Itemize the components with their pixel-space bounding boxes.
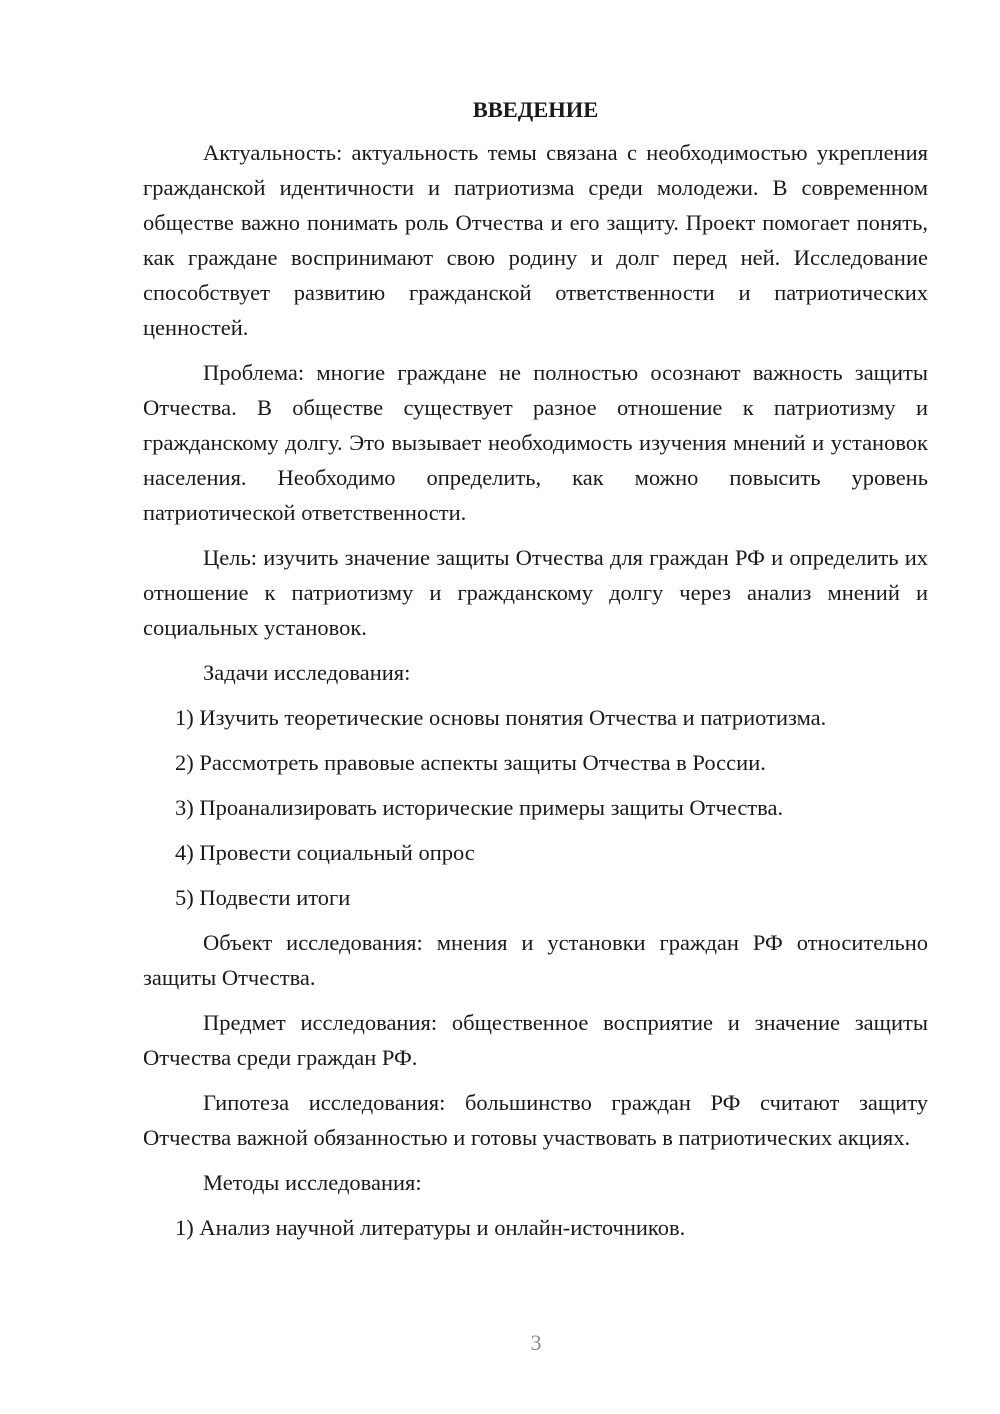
paragraph-relevance: Актуальность: актуальность темы связана с необходимостью укрепления гражданской идентичности и патриотизма среди молодежи. В современном обществе важно понимать роль Отчества и его защиту. Проект помогает понять, как граждане воспринимают свою родину и долг перед ней. Исследование способствует развитию гражданской ответственности и патриотических ценностей. [143, 140, 928, 340]
paragraph-subject: Предмет исследования: общественное восприятие и значение защиты Отчества среди граждан РФ. [143, 1010, 928, 1070]
task-item: 3) Проанализировать исторические примеры защиты Отчества. [175, 795, 784, 820]
page-content [143, 90, 928, 1255]
task-item: 2) Рассмотреть правовые аспекты защиты Отчества в России. [175, 750, 766, 775]
tasks-list [143, 700, 928, 915]
paragraph-object: Объект исследования: мнения и установки граждан РФ относительно защиты Отчества. [143, 930, 928, 990]
paragraph-goal: Цель: изучить значение защиты Отчества для граждан РФ и определить их отношение к патриотизму и гражданскому долгу через анализ мнений и социальных установок. [143, 545, 928, 640]
section-heading: ВВЕДЕНИЕ [472, 97, 599, 122]
method-item: 1) Анализ научной литературы и онлайн-источников. [175, 1215, 686, 1240]
task-item: 1) Изучить теоретические основы понятия Отчества и патриотизма. [175, 705, 827, 730]
paragraph-hypothesis: Гипотеза исследования: большинство граждан РФ считают защиту Отчества важной обязанностью и готовы участвовать в патриотических акциях. [143, 1090, 928, 1150]
page-number: 3 [530, 1330, 542, 1355]
task-item: 4) Провести социальный опрос [175, 840, 475, 865]
methods-list [143, 1210, 928, 1245]
methods-label: Методы исследования: [203, 1170, 422, 1195]
paragraph-problem: Проблема: многие граждане не полностью осознают важность защиты Отчества. В обществе существует разное отношение к патриотизму и гражданскому долгу. Это вызывает необходимость изучения мнений и установок населения. Необходимо определить, как можно повысить уровень патриотической ответственности. [143, 360, 928, 525]
task-item: 5) Подвести итоги [175, 885, 351, 910]
tasks-label: Задачи исследования: [203, 660, 411, 685]
